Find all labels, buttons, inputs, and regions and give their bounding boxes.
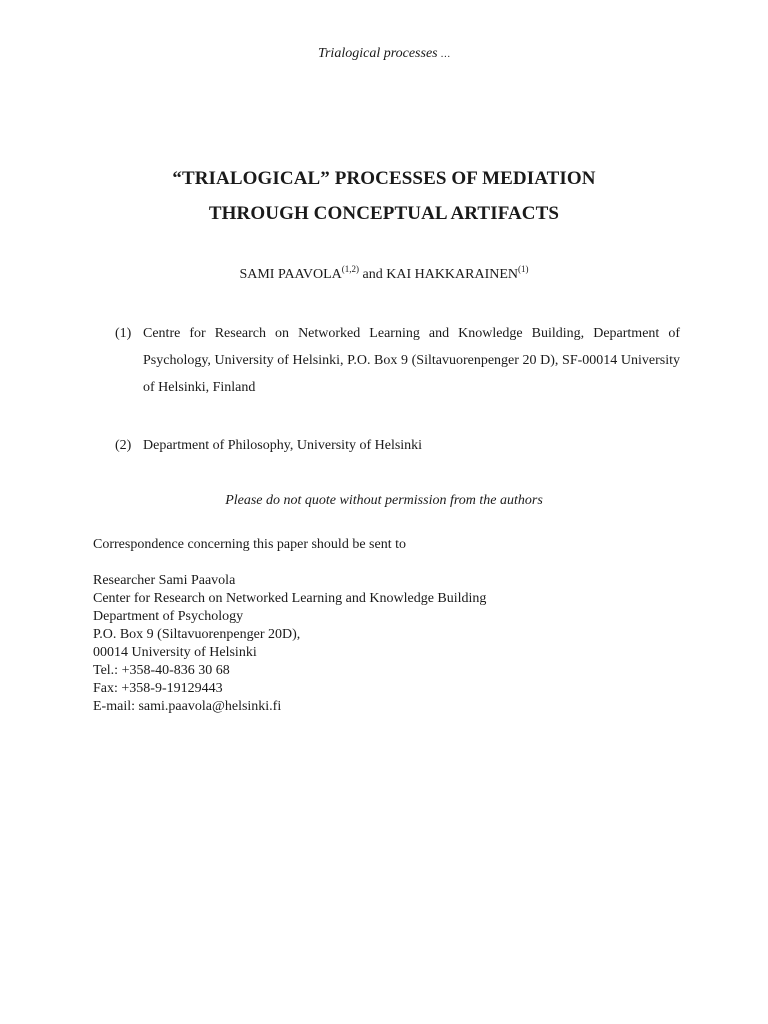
affiliation-1-number: (1) (115, 326, 132, 341)
running-head-title: Trialogical processes (317, 46, 438, 61)
affiliation-1 (115, 320, 680, 401)
correspondence-address (93, 572, 486, 716)
running-head-ellipsis: … (441, 49, 451, 60)
address-line: Researcher Sami Paavola (93, 573, 236, 588)
correspondence-intro: Correspondence concerning this paper should be sent to (93, 537, 406, 552)
affiliation-1-text: Centre for Research on Networked Learning and Knowledge Building, Department of Psychology, University of Helsinki, P.O. Box 9 (Siltavuorenpenger 20 D), SF-00014 University of Helsinki, Finland (143, 326, 680, 395)
email-line: E-mail: sami.paavola@helsinki.fi (93, 699, 282, 714)
affiliation-2-number: (2) (115, 438, 132, 453)
paper-title-line-2: THROUGH CONCEPTUAL ARTIFACTS (208, 203, 560, 224)
author-2-affiliation-mark: (1) (518, 264, 529, 274)
affiliation-2 (115, 432, 680, 459)
permission-notice: Please do not quote without permission from the authors (225, 493, 543, 508)
author-1-affiliation-mark: (1,2) (341, 264, 359, 274)
running-head (0, 46, 768, 62)
author-line (0, 264, 768, 283)
paper-title-line-1: “TRIALOGICAL” PROCESSES OF MEDIATION (172, 168, 596, 189)
address-line: Department of Psychology (93, 609, 244, 624)
author-conjunction: and (359, 267, 387, 282)
affiliation-2-text: Department of Philosophy, University of Helsinki (143, 438, 423, 453)
address-line: Center for Research on Networked Learning and Knowledge Building (93, 591, 487, 606)
phone-line: Tel.: +358-40-836 30 68 (93, 663, 230, 678)
fax-line: Fax: +358-9-19129443 (93, 681, 223, 696)
author-2-name: KAI HAKKARAINEN (386, 267, 519, 282)
address-line: P.O. Box 9 (Siltavuorenpenger 20D), (93, 627, 301, 642)
address-line: 00014 University of Helsinki (93, 645, 257, 660)
author-1-name: SAMI PAAVOLA (239, 267, 342, 282)
